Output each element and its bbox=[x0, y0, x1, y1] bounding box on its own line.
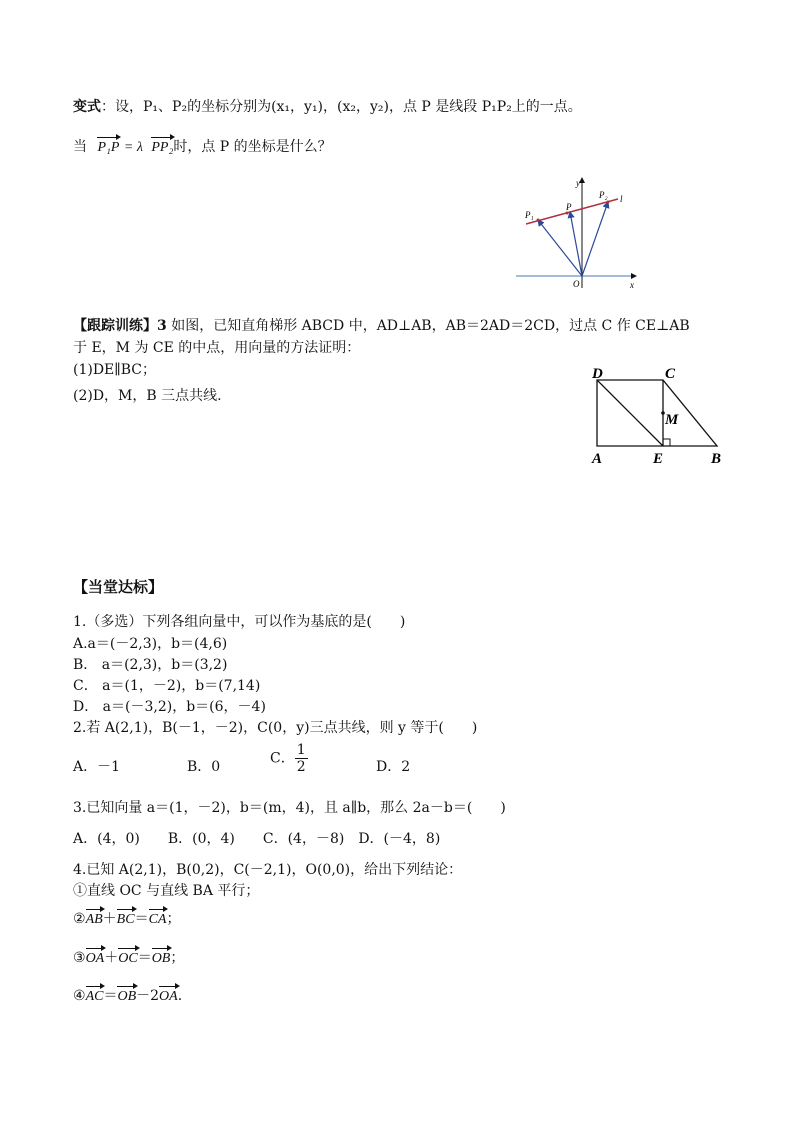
q1-option-d: D． a＝(－3,2)，b＝(6，－4) bbox=[73, 699, 266, 715]
label-p1: P₁ bbox=[525, 210, 534, 220]
q1-option-b: B． a＝(2,3)，b＝(3,2) bbox=[73, 657, 228, 673]
q2-option-b: B．0 bbox=[187, 759, 221, 775]
vector-bc: BC bbox=[116, 912, 135, 927]
label-x: x bbox=[630, 280, 634, 290]
variant-prefix: 当 bbox=[73, 139, 87, 155]
lambda-expr: = λ bbox=[123, 140, 143, 155]
segment-de bbox=[597, 380, 663, 446]
q4-conclusion-3 bbox=[73, 947, 184, 967]
followup-part2: (2)D，M，B 三点共线. bbox=[73, 388, 222, 404]
variant-line2 bbox=[73, 136, 332, 156]
vector-op2 bbox=[582, 202, 608, 276]
fraction-numerator: 1 bbox=[296, 742, 306, 758]
q2-option-c bbox=[270, 742, 308, 775]
followup-label: 【跟踪训练】3 bbox=[73, 318, 167, 334]
q3-stem: 3.已知向量 a＝(1，－2)，b＝(m，4)，且 a∥b，那么 2a－b＝( ) bbox=[73, 800, 506, 816]
section-title: 【当堂达标】 bbox=[73, 578, 164, 596]
vector-ob-2: OB bbox=[117, 989, 137, 1004]
c2-eq: ＝ bbox=[134, 911, 149, 927]
vector-ac: AC bbox=[85, 989, 104, 1004]
q2-option-c-prefix: C． bbox=[270, 750, 295, 767]
c2-end: ； bbox=[166, 911, 181, 927]
label-l: l bbox=[620, 194, 623, 204]
q2-option-a: A．－1 bbox=[73, 759, 121, 775]
label-o: O bbox=[573, 279, 580, 289]
q2-option-d: D．2 bbox=[376, 759, 411, 775]
vector-op1 bbox=[538, 220, 582, 276]
c4-eq: ＝ bbox=[103, 988, 118, 1004]
vector-ob: OB bbox=[151, 951, 171, 966]
vector-p1p: P₁P bbox=[97, 140, 120, 155]
vector-pp2: PP₂ bbox=[151, 140, 174, 155]
c3-end: ； bbox=[170, 950, 185, 966]
variant-line1 bbox=[73, 96, 582, 116]
followup-text1: 如图，已知直角梯形 ABCD 中，AD⊥AB，AB＝2AD＝2CD，过点 C 作 CE⊥AB bbox=[171, 318, 690, 334]
label-p2: P₂ bbox=[599, 190, 608, 200]
q4-conclusion-1: ①直线 OC 与直线 BA 平行； bbox=[73, 883, 260, 899]
vector-ab: AB bbox=[85, 912, 103, 927]
vector-oc: OC bbox=[118, 951, 138, 966]
variant-label: 变式 bbox=[73, 99, 101, 115]
label-e: E bbox=[653, 451, 664, 467]
c3-op: ＋ bbox=[104, 950, 119, 966]
followup-part1: (1)DE∥BC； bbox=[73, 362, 157, 378]
fraction-denominator: 2 bbox=[296, 759, 306, 775]
fraction-one-half bbox=[295, 742, 308, 775]
figure-coordinate-plane bbox=[512, 172, 642, 292]
variant-text: ：设，P₁、P₂的坐标分别为(x₁，y₁)，(x₂，y₂)，点 P 是线段 P₁P₂上的一点。 bbox=[101, 99, 582, 115]
q1-stem: 1.（多选）下列各组向量中，可以作为基底的是( ) bbox=[73, 614, 406, 630]
label-p: P bbox=[566, 202, 572, 212]
c4-end: . bbox=[177, 988, 183, 1004]
q4-conclusion-4 bbox=[73, 985, 182, 1005]
q4-stem: 4.已知 A(2,1)，B(0,2)，C(－2,1)，O(0,0)，给出下列结论： bbox=[73, 862, 463, 878]
c2-num: ② bbox=[73, 911, 86, 927]
c4-num: ④ bbox=[73, 988, 86, 1004]
q3-options: A．(4，0) B．(0，4) C．(4，－8) D．(－4，8) bbox=[73, 831, 441, 847]
c3-num: ③ bbox=[73, 950, 86, 966]
c4-op: －2 bbox=[136, 988, 160, 1004]
c2-op: ＋ bbox=[102, 911, 117, 927]
figure-trapezoid bbox=[585, 360, 735, 470]
followup-line1 bbox=[73, 315, 690, 335]
vector-oa: OA bbox=[85, 951, 105, 966]
q1-option-a: A.a＝(－2,3)，b＝(4,6) bbox=[73, 636, 228, 652]
vector-ca: CA bbox=[148, 912, 167, 927]
vector-oa-2: OA bbox=[159, 989, 178, 1004]
label-y: y bbox=[576, 178, 580, 188]
label-c: C bbox=[665, 366, 676, 382]
label-d: D bbox=[592, 366, 603, 382]
label-b: B bbox=[711, 451, 722, 467]
variant-suffix: 时，点 P 的坐标是什么？ bbox=[173, 139, 332, 155]
label-a: A bbox=[592, 451, 603, 467]
q1-option-c: C． a＝(1，－2)，b＝(7,14) bbox=[73, 678, 261, 694]
q2-stem: 2.若 A(2,1)，B(－1，－2)，C(0，y)三点共线，则 y 等于( ) bbox=[73, 720, 478, 736]
label-m: M bbox=[665, 412, 679, 428]
followup-line2: 于 E，M 为 CE 的中点，用向量的方法证明： bbox=[73, 340, 361, 356]
vector-op bbox=[570, 212, 582, 276]
q4-conclusion-2 bbox=[73, 908, 180, 928]
c3-eq: ＝ bbox=[137, 950, 152, 966]
